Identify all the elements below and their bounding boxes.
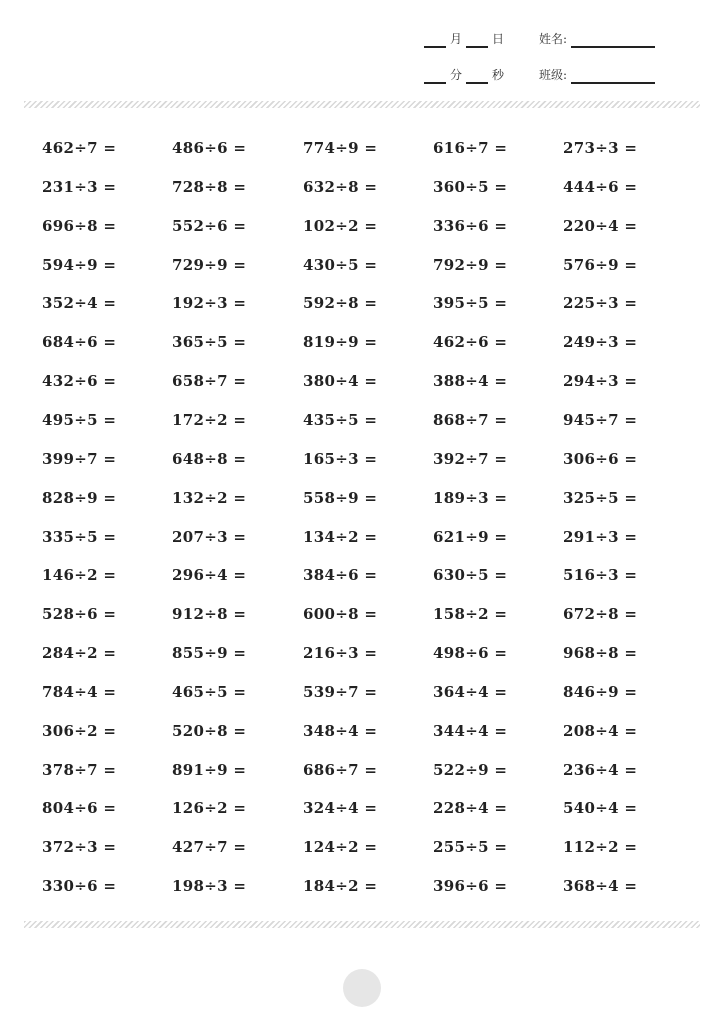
header-row-time-class — [0, 64, 724, 84]
problem-item: 189÷3 = — [433, 488, 508, 507]
problem-item: 330÷6 = — [42, 877, 117, 896]
problem-item: 324÷4 = — [303, 799, 378, 818]
problem-item: 774÷9 = — [303, 139, 378, 157]
second-field[interactable] — [466, 64, 508, 84]
problem-item: 435÷5 = — [303, 410, 378, 429]
problem-item: 495÷5 = — [42, 410, 117, 429]
name-field[interactable] — [535, 28, 655, 48]
problem-item: 231÷3 = — [42, 177, 117, 196]
problem-item: 630÷5 = — [433, 566, 508, 585]
problem-item: 198÷3 = — [172, 877, 247, 896]
problem-item: 124÷2 = — [303, 838, 378, 857]
problem-item: 112÷2 = — [563, 838, 638, 857]
problem-item: 388÷4 = — [433, 372, 508, 391]
problem-item: 855÷9 = — [172, 644, 247, 663]
problem-item: 686÷7 = — [303, 760, 378, 779]
problem-item: 804÷6 = — [42, 799, 117, 818]
problem-item: 891÷9 = — [172, 760, 247, 779]
problem-item: 592÷8 = — [303, 294, 378, 313]
problem-item: 430÷5 = — [303, 255, 378, 274]
name-label: 姓名: — [539, 32, 568, 46]
problem-item: 146÷2 = — [42, 566, 117, 585]
problem-item: 868÷7 = — [433, 410, 508, 429]
problem-item: 208÷4 = — [563, 721, 638, 740]
problem-item: 255÷5 = — [433, 838, 508, 857]
problem-item: 540÷4 = — [563, 799, 638, 818]
problem-item: 336÷6 = — [433, 216, 508, 235]
problem-item: 828÷9 = — [42, 488, 117, 507]
problem-item: 294÷3 = — [563, 372, 638, 391]
problem-item: 284÷2 = — [42, 644, 117, 663]
problem-item: 600÷8 = — [303, 605, 378, 624]
problem-item: 360÷5 = — [433, 177, 508, 196]
month-blank[interactable] — [424, 32, 446, 48]
name-blank[interactable] — [571, 32, 655, 48]
top-hatch-divider — [24, 101, 700, 108]
day-field[interactable] — [466, 28, 508, 48]
problem-item: 672÷8 = — [563, 605, 638, 624]
problem-item: 207÷3 = — [172, 527, 247, 546]
day-label: 日 — [492, 32, 505, 46]
problem-item: 912÷8 = — [172, 605, 247, 624]
problem-item: 380÷4 = — [303, 372, 378, 391]
problem-item: 648÷8 = — [172, 449, 247, 468]
page-number-circle — [343, 969, 381, 1007]
problem-item: 249÷3 = — [563, 333, 638, 352]
day-blank[interactable] — [466, 32, 488, 48]
bottom-hatch-divider — [24, 921, 700, 928]
problem-item: 728÷8 = — [172, 177, 247, 196]
problem-item: 486÷6 = — [172, 139, 247, 157]
problem-item: 846÷9 = — [563, 682, 638, 701]
problem-item: 372÷3 = — [42, 838, 117, 857]
problem-item: 368÷4 = — [563, 877, 638, 896]
problem-item: 399÷7 = — [42, 449, 117, 468]
problem-item: 296÷4 = — [172, 566, 247, 585]
problem-item: 558÷9 = — [303, 488, 378, 507]
problem-item: 335÷5 = — [42, 527, 117, 546]
month-label: 月 — [450, 32, 463, 46]
problem-item: 378÷7 = — [42, 760, 117, 779]
second-label: 秒 — [492, 68, 505, 82]
problem-item: 184÷2 = — [303, 877, 378, 896]
problem-item: 621÷9 = — [433, 527, 508, 546]
problem-item: 220÷4 = — [563, 216, 638, 235]
problem-item: 273÷3 = — [563, 139, 638, 157]
problem-item: 172÷2 = — [172, 410, 247, 429]
class-label: 班级: — [539, 68, 568, 82]
problem-item: 325÷5 = — [563, 488, 638, 507]
problem-item: 784÷4 = — [42, 682, 117, 701]
problem-item: 594÷9 = — [42, 255, 117, 274]
problem-item: 528÷6 = — [42, 605, 117, 624]
minute-field[interactable] — [424, 64, 466, 84]
minute-label: 分 — [450, 68, 463, 82]
class-field[interactable] — [535, 64, 655, 84]
minute-blank[interactable] — [424, 68, 446, 84]
problem-item: 392÷7 = — [433, 449, 508, 468]
problem-item: 520÷8 = — [172, 721, 247, 740]
problem-item: 819÷9 = — [303, 333, 378, 352]
problem-item: 395÷5 = — [433, 294, 508, 313]
problem-item: 364÷4 = — [433, 682, 508, 701]
problem-item: 792÷9 = — [433, 255, 508, 274]
problem-item: 658÷7 = — [172, 372, 247, 391]
problem-item: 384÷6 = — [303, 566, 378, 585]
problem-item: 632÷8 = — [303, 177, 378, 196]
problem-item: 216÷3 = — [303, 644, 378, 663]
problem-item: 465÷5 = — [172, 682, 247, 701]
problem-item: 132÷2 = — [172, 488, 247, 507]
problem-item: 616÷7 = — [433, 139, 508, 157]
problem-item: 552÷6 = — [172, 216, 247, 235]
second-blank[interactable] — [466, 68, 488, 84]
problem-item: 516÷3 = — [563, 566, 638, 585]
problem-item: 225÷3 = — [563, 294, 638, 313]
problem-item: 968÷8 = — [563, 644, 638, 663]
problem-item: 158÷2 = — [433, 605, 508, 624]
problem-item: 498÷6 = — [433, 644, 508, 663]
problem-item: 696÷8 = — [42, 216, 117, 235]
problem-item: 396÷6 = — [433, 877, 508, 896]
problem-item: 539÷7 = — [303, 682, 378, 701]
problem-item: 102÷2 = — [303, 216, 378, 235]
problem-item: 684÷6 = — [42, 333, 117, 352]
problem-item: 348÷4 = — [303, 721, 378, 740]
problem-item: 134÷2 = — [303, 527, 378, 546]
problem-item: 306÷6 = — [563, 449, 638, 468]
problem-item: 228÷4 = — [433, 799, 508, 818]
problem-item: 522÷9 = — [433, 760, 508, 779]
problem-item: 126÷2 = — [172, 799, 247, 818]
problem-item: 165÷3 = — [303, 449, 378, 468]
problem-item: 352÷4 = — [42, 294, 117, 313]
problem-item: 729÷9 = — [172, 255, 247, 274]
problem-item: 236÷4 = — [563, 760, 638, 779]
problem-item: 427÷7 = — [172, 838, 247, 857]
problem-item: 945÷7 = — [563, 410, 638, 429]
header-row-date-name — [0, 28, 724, 48]
problem-item: 576÷9 = — [563, 255, 638, 274]
problem-item: 432÷6 = — [42, 372, 117, 391]
month-field[interactable] — [424, 28, 466, 48]
problem-item: 306÷2 = — [42, 721, 117, 740]
problem-item: 344÷4 = — [433, 721, 508, 740]
problem-item: 365÷5 = — [172, 333, 247, 352]
problem-item: 192÷3 = — [172, 294, 247, 313]
problem-item: 291÷3 = — [563, 527, 638, 546]
class-blank[interactable] — [571, 68, 655, 84]
problem-item: 462÷7 = — [42, 139, 117, 157]
problem-item: 444÷6 = — [563, 177, 638, 196]
problem-item: 462÷6 = — [433, 333, 508, 352]
